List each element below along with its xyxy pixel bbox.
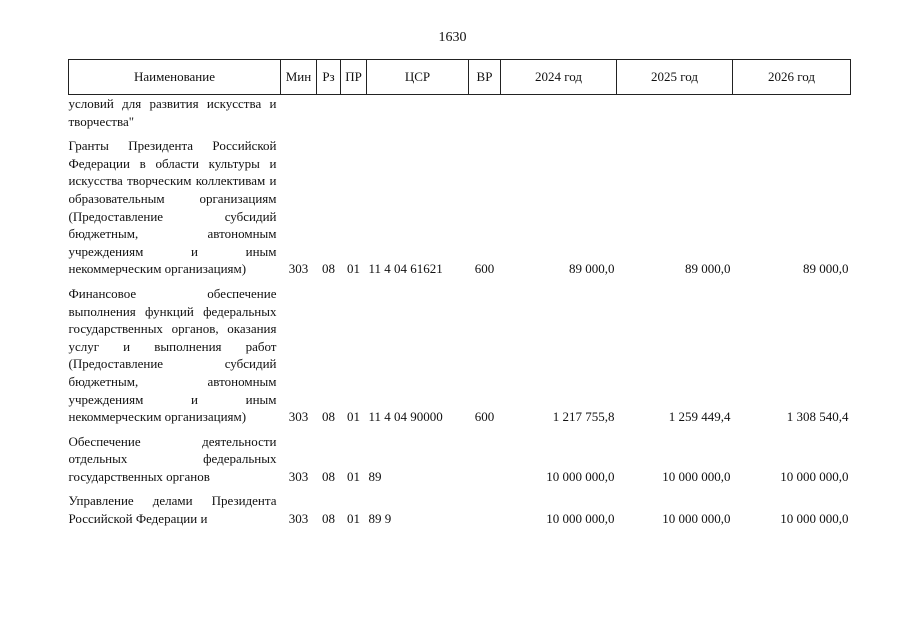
row-pr: 01 <box>347 409 360 425</box>
row-2025: 1 259 449,4 <box>668 409 731 425</box>
row-name: Обеспечение деятельности отдельных федеральных государственных органов <box>68 433 277 484</box>
row-rz <box>317 95 341 138</box>
row-min <box>281 95 317 138</box>
row-2026: 10 000 000,0 <box>780 511 849 527</box>
header-2026: 2026 год <box>733 60 851 95</box>
row-2025: 10 000 000,0 <box>662 468 731 484</box>
row-vr <box>469 492 501 534</box>
row-name: Финансовое обеспечение выполнения функций федеральных государственных органов, оказания услуг и выполнения работ (Предоставление субсидий бюджетным, автономным учреждениям и иным некоммерческим организациям) <box>68 285 277 425</box>
row-2026: 89 000,0 <box>803 261 849 277</box>
row-name: Гранты Президента Российской Федерации в области культуры и искусства творческим коллективам и образовательным организациям (Предоставление субсидий бюджетным, автономным учреждениям и иным некоммерческим организациям) <box>68 138 277 277</box>
header-csr: ЦСР <box>367 60 469 95</box>
row-pr: 01 <box>347 468 360 484</box>
row-rz: 08 <box>322 409 335 425</box>
table-row <box>69 95 851 138</box>
row-2026 <box>733 95 851 138</box>
row-2024: 10 000 000,0 <box>546 511 615 527</box>
row-2026: 1 308 540,4 <box>786 409 849 425</box>
table-header-row <box>69 60 851 95</box>
row-2024 <box>501 95 617 138</box>
header-min: Мин <box>281 60 317 95</box>
table-row <box>69 492 851 534</box>
row-csr <box>367 95 469 138</box>
page-number: 1630 <box>438 30 467 45</box>
row-2024: 10 000 000,0 <box>546 468 615 484</box>
table-row <box>69 285 851 433</box>
row-vr <box>469 95 501 138</box>
row-csr: 89 <box>368 468 382 484</box>
row-rz: 08 <box>322 261 335 277</box>
row-csr: 89 9 <box>368 511 392 527</box>
row-vr: 600 <box>474 261 495 277</box>
row-csr: 11 4 04 61621 <box>368 261 443 277</box>
budget-table <box>68 59 851 535</box>
row-rz: 08 <box>322 511 335 527</box>
table-row <box>69 433 851 493</box>
header-pr: ПР <box>341 60 367 95</box>
row-min: 303 <box>288 468 309 484</box>
row-min: 303 <box>288 511 309 527</box>
row-pr: 01 <box>347 261 360 277</box>
row-min: 303 <box>288 261 309 277</box>
row-2024: 1 217 755,8 <box>552 409 615 425</box>
row-min: 303 <box>288 409 309 425</box>
row-2025: 10 000 000,0 <box>662 511 731 527</box>
row-2026: 10 000 000,0 <box>780 468 849 484</box>
row-2025: 89 000,0 <box>685 261 731 277</box>
row-2024: 89 000,0 <box>569 261 615 277</box>
row-pr <box>341 95 367 138</box>
row-csr: 11 4 04 90000 <box>368 409 443 425</box>
row-pr: 01 <box>347 511 360 527</box>
row-2025 <box>617 95 733 138</box>
table-row <box>69 137 851 285</box>
header-vr: ВР <box>469 60 501 95</box>
header-2024: 2024 год <box>501 60 617 95</box>
row-name: Управление делами Президента Российской Федерации и <box>68 493 277 527</box>
row-rz: 08 <box>322 468 335 484</box>
header-rz: Рз <box>317 60 341 95</box>
header-2025: 2025 год <box>617 60 733 95</box>
header-name: Наименование <box>69 60 281 95</box>
row-name: условий для развития искусства и творчества" <box>68 96 277 129</box>
row-vr <box>469 433 501 493</box>
row-vr: 600 <box>474 409 495 425</box>
